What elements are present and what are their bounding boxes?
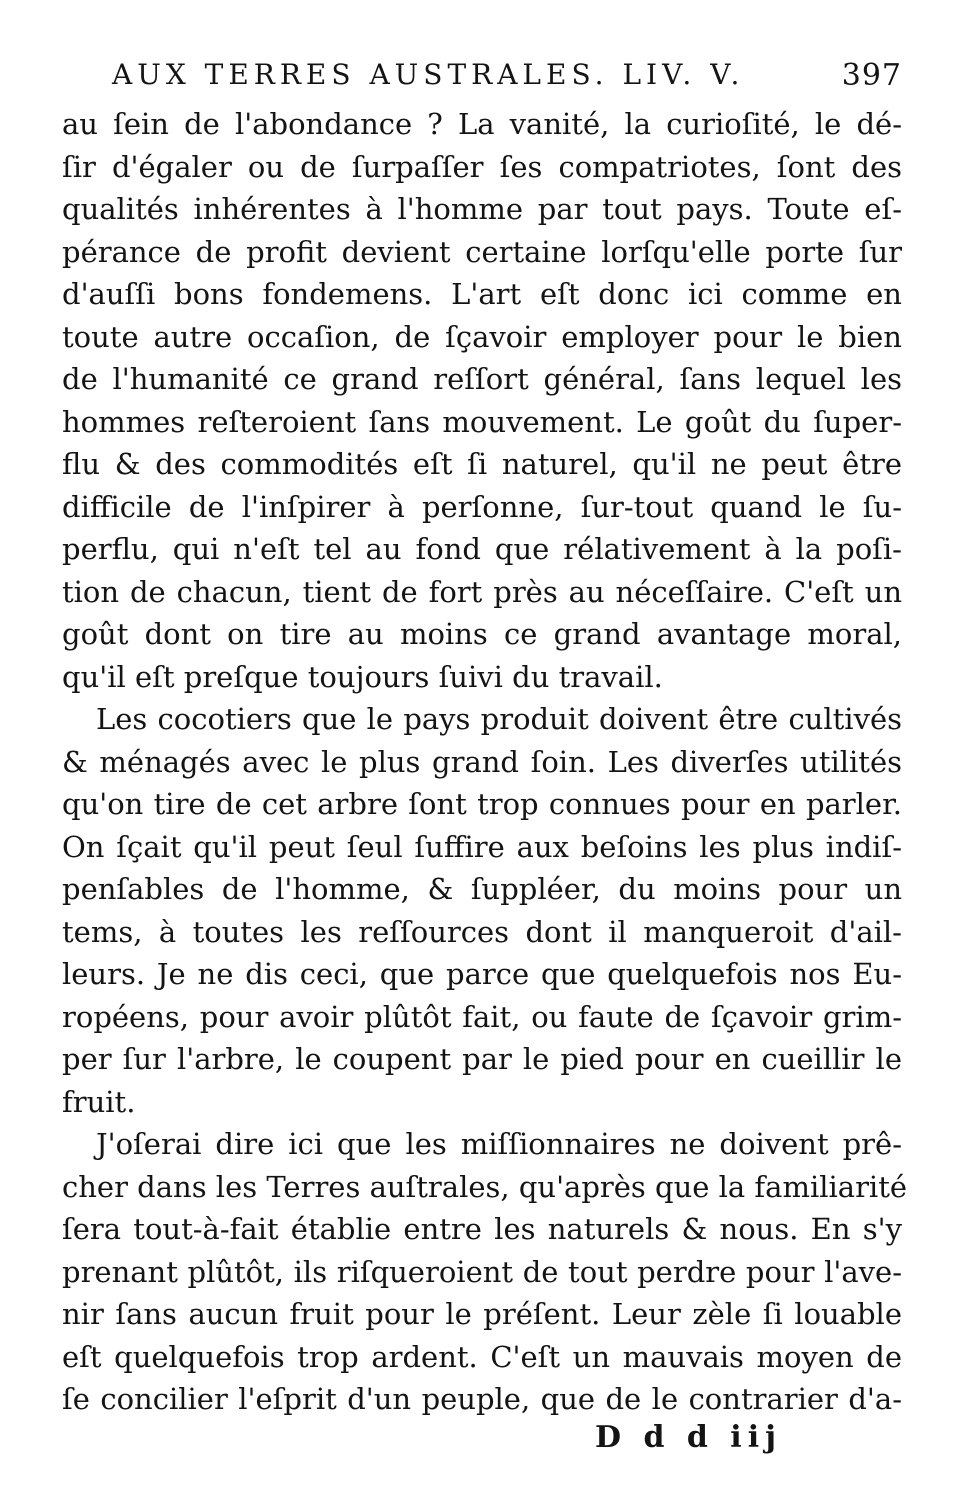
text-line: fruit. [62, 1084, 136, 1119]
page-header [112, 58, 902, 98]
text-line: toute autre occaſion, de ſçavoir employer pour le bien [62, 319, 902, 354]
text-line: qualités inhérentes à l'homme par tout pays. Toute eſ- [62, 192, 902, 226]
text-line: au ſein de l'abondance ? La vanité, la curioſité, le dé- [62, 107, 902, 141]
text-line: ſe concilier l'eſprit d'un peuple, que de le contrarier d'a- [62, 1382, 902, 1416]
text-line: hommes reſteroient ſans mouvement. Le goût du ſuper- [62, 404, 902, 439]
text-line: tion de chacun, tient de fort près au néceſſaire. C'eſt un [62, 574, 902, 609]
text-line: qu'on tire de cet arbre ſont trop connues pour en parler. [62, 787, 902, 821]
text-line: pérance de profit devient certaine lorſqu'elle porte ſur [62, 234, 902, 269]
text-line: flu & des commodités eſt ſi naturel, qu'il ne peut être [62, 447, 902, 481]
text-line: prenant plûtôt, ils riſqueroient de tout perdre pour l'ave- [62, 1254, 902, 1289]
text-line: de l'humanité ce grand reſſort général, ſans lequel les [62, 362, 902, 396]
text-line: ſir d'égaler ou de ſurpaſſer ſes compatriotes, ſont des [62, 149, 902, 184]
text-line: penſables de l'homme, & ſuppléer, du moins pour un [62, 872, 902, 906]
paragraph-1 [62, 103, 902, 698]
running-title: AUX TERRES AUSTRALES. LIV. V. [112, 58, 745, 91]
text-line: J'oſerai dire ici que les miſſionnaires ne doivent prê- [96, 1127, 902, 1161]
text-line: nir ſans aucun fruit pour le préſent. Leur zèle ſi louable [62, 1297, 902, 1331]
text-line: perflu, qui n'eſt tel au fond que rélativement à la poſi- [62, 532, 902, 566]
page-number: 397 [841, 58, 902, 93]
text-line: per ſur l'arbre, le coupent par le pied pour en cueillir le [62, 1042, 902, 1076]
text-line: Les cocotiers que le pays produit doivent être cultivés [96, 702, 902, 736]
text-line: On ſçait qu'il peut ſeul ſuffire aux beſoins les plus indiſ- [62, 829, 902, 864]
text-line: eſt quelquefois trop ardent. C'eſt un mauvais moyen de [62, 1339, 902, 1374]
signature-mark: D d d iij [595, 1420, 782, 1455]
text-line: difficile de l'inſpirer à perſonne, ſur-tout quand le ſu- [62, 489, 902, 524]
paragraph-3 [62, 1123, 908, 1421]
text-line: ropéens, pour avoir plûtôt fait, ou faute de ſçavoir grim- [62, 999, 902, 1034]
text-line: & ménagés avec le plus grand ſoin. Les diverſes utilités [62, 744, 902, 779]
text-line: cher dans les Terres auſtrales, qu'après que la familiarité [62, 1169, 908, 1204]
body-text [62, 103, 908, 1421]
text-line: qu'il eſt preſque toujours ſuivi du travail. [62, 659, 663, 694]
paragraph-2 [62, 698, 902, 1123]
text-line: ſera tout-à-fait établie entre les naturels & nous. En s'y [62, 1212, 902, 1246]
text-line: tems, à toutes les reſſources dont il manqueroit d'ail- [62, 914, 902, 949]
text-line: leurs. Je ne dis ceci, que parce que quelquefois nos Eu- [62, 957, 902, 991]
text-line: goût dont on tire au moins ce grand avantage moral, [62, 617, 902, 651]
text-line: d'auſſi bons fondemens. L'art eſt donc ici comme en [62, 277, 902, 311]
